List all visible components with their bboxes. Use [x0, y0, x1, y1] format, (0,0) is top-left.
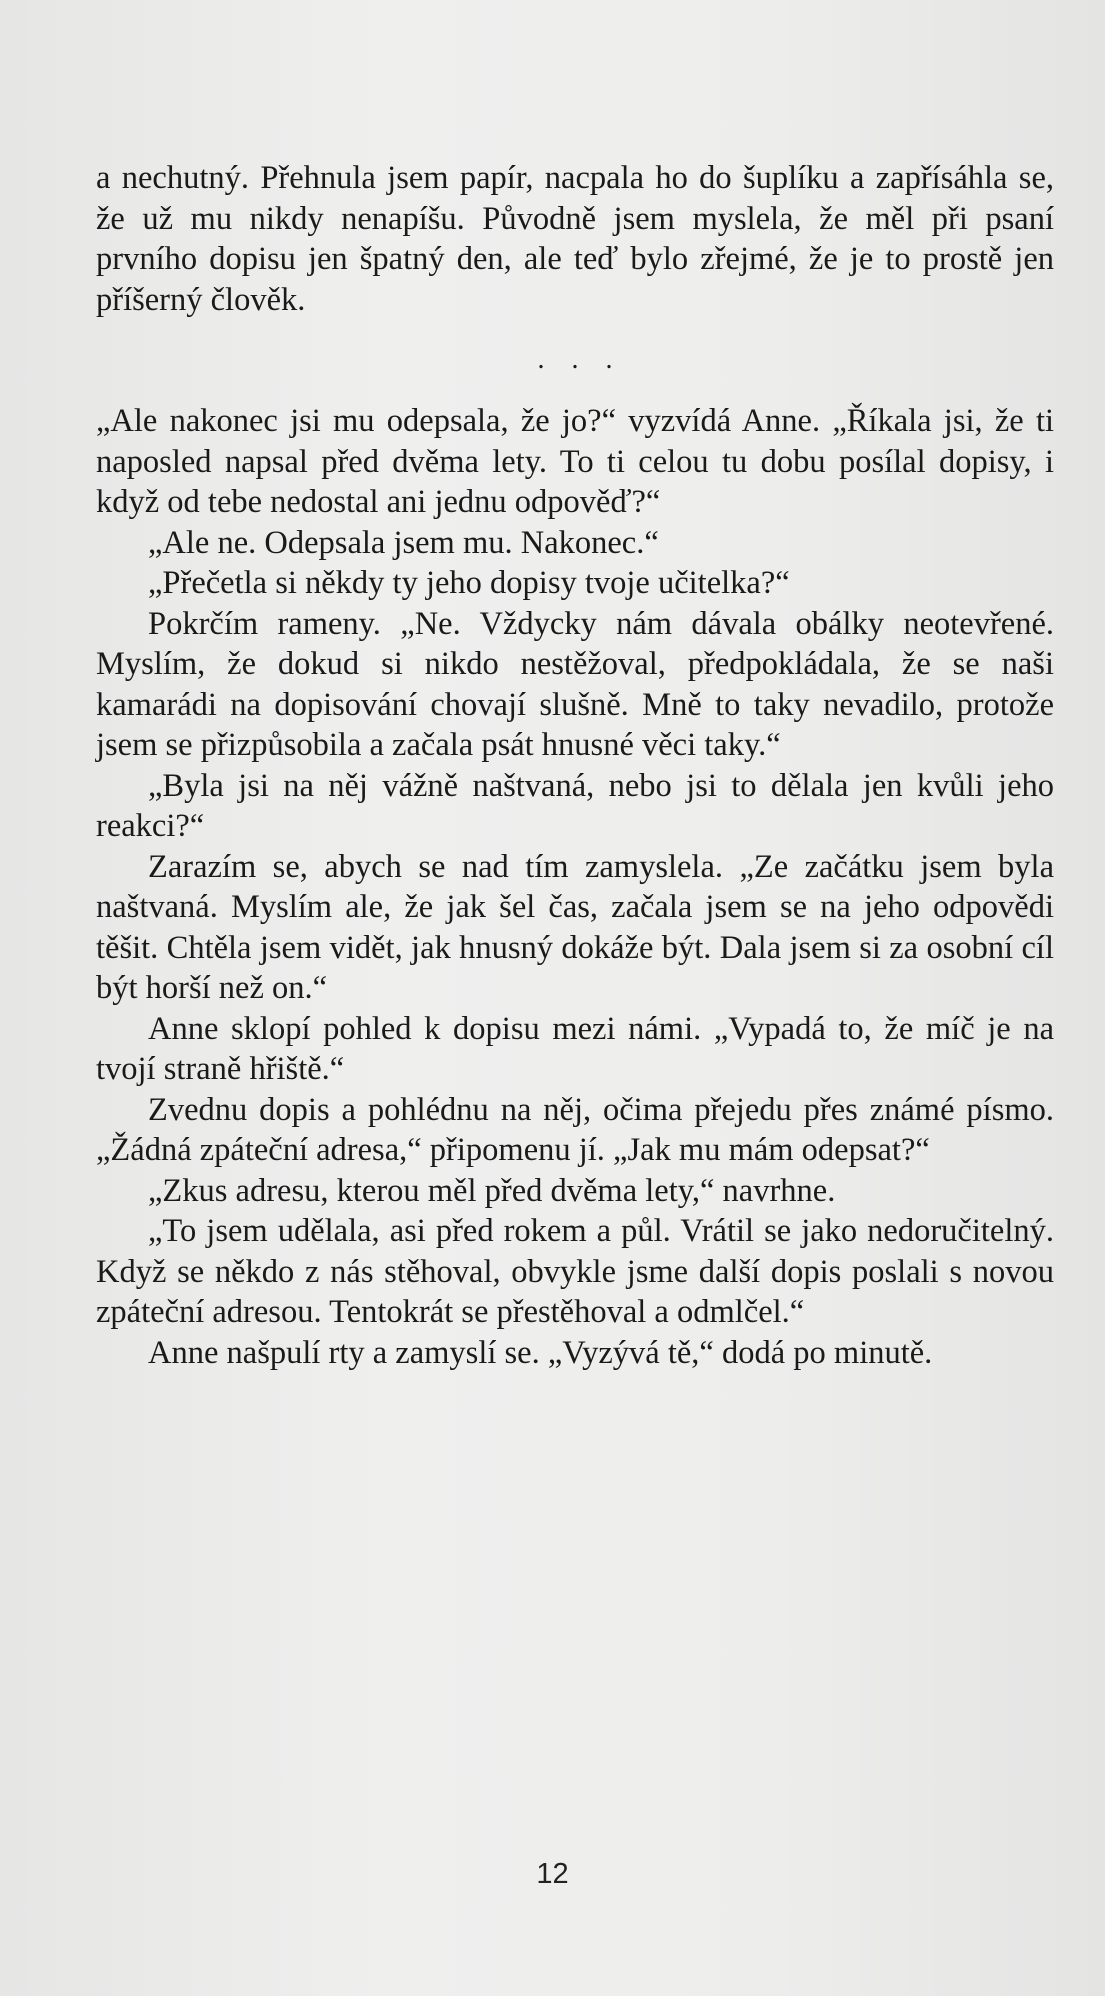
page-body-text — [96, 158, 1054, 1373]
paragraph-dialogue: „Ale nakonec jsi mu odepsala, že jo?“ vyzvídá Anne. „Říkala jsi, že ti naposled napsal před dvěma lety. To ti celou tu dobu posílal dopisy, i když od tebe nedostal ani jednu odpověď?“ — [96, 403, 1054, 520]
paragraph-dialogue: Anne sklopí pohled k dopisu mezi námi. „Vypadá to, že míč je na tvojí straně hřiště.“ — [96, 1010, 1054, 1087]
scene-break-ellipsis: . . . — [537, 344, 623, 376]
paragraph-dialogue: Anne našpulí rty a zamyslí se. „Vyzývá tě,“ dodá po minutě. — [148, 1334, 933, 1371]
paragraph-dialogue: „Přečetla si někdy ty jeho dopisy tvoje učitelka?“ — [148, 565, 790, 601]
paragraph-continued: a nechutný. Přehnula jsem papír, nacpala ho do šuplíku a zapřísáhla se, že už mu nikdy nenapíšu. Původně jsem myslela, že měl při psaní prvního dopisu jen špatný den, ale teď bylo zřejmé, že je to prostě jen příšerný člověk. — [96, 160, 1054, 318]
paragraph-dialogue: „Ale ne. Odepsala jsem mu. Nakonec.“ — [148, 524, 659, 561]
paragraph-dialogue: Zarazím se, abych se nad tím zamyslela. „Ze začátku jsem byla naštvaná. Myslím ale, že jak šel čas, začala jsem se na jeho odpovědi těšit. Chtěla jsem vidět, jak hnusný dokáže být. Dala jsem si za osobní cíl být horší než on.“ — [96, 848, 1054, 1006]
paragraph-dialogue: Zvednu dopis a pohlédnu na něj, očima přejedu přes známé písmo. „Žádná zpáteční adresa,“ připomenu jí. „Jak mu mám odepsat?“ — [96, 1091, 1054, 1168]
paragraph-dialogue: „Byla jsi na něj vážně naštvaná, nebo jsi to dělala jen kvůli jeho reakci?“ — [96, 767, 1054, 844]
paragraph-dialogue: „To jsem udělala, asi před rokem a půl. Vrátil se jako nedoručitelný. Když se někdo z nás stěhoval, obvykle jsme další dopis poslali s novou zpáteční adresou. Tentokrát se přestěhoval a odmlčel.“ — [96, 1213, 1054, 1330]
paragraph-dialogue: Pokrčím rameny. „Ne. Vždycky nám dávala obálky neotevřené. Myslím, že dokud si nikdo nestěžoval, předpokládala, že se naši kamarádi na dopisování chovají slušně. Mně to taky nevadilo, protože jsem se přizpůsobila a začala psát hnusné věci taky.“ — [96, 605, 1054, 763]
page-number: 12 — [536, 1858, 569, 1890]
paragraph-dialogue: „Zkus adresu, kterou měl před dvěma lety,“ navrhne. — [148, 1172, 836, 1209]
